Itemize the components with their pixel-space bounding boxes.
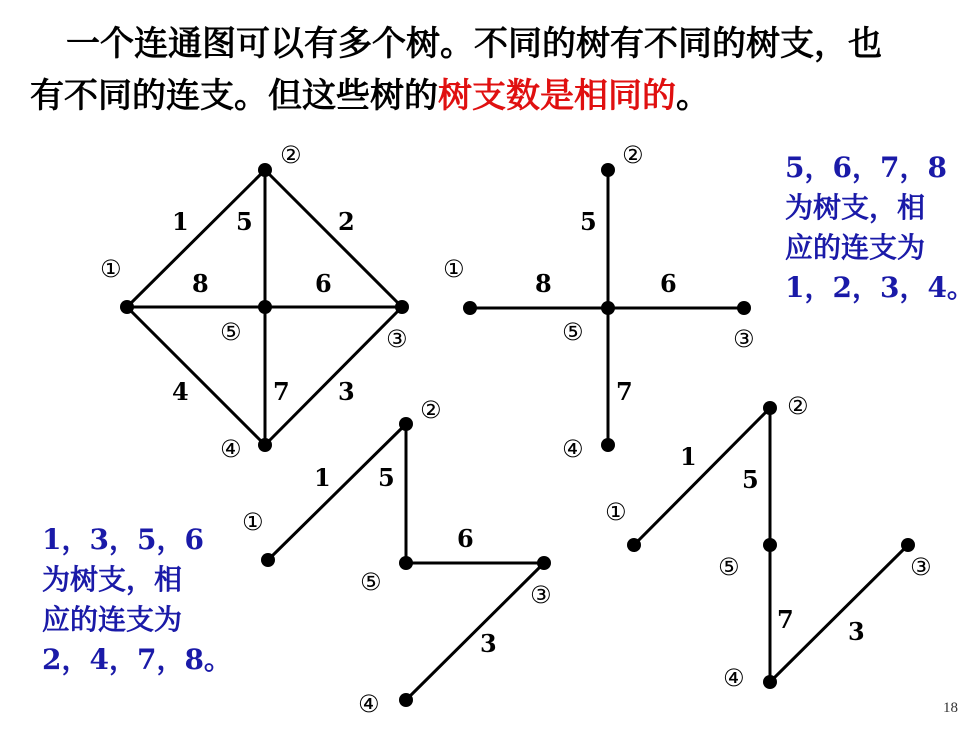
tree-a-label-5: 5 <box>580 207 597 236</box>
tree-c-label-7: 7 <box>777 605 794 634</box>
edge-3 <box>265 307 402 445</box>
tree-b-node-label-1: ① <box>242 508 264 536</box>
title-highlight: 树支数是相同的 <box>438 76 676 116</box>
tree-a-label-6: 6 <box>660 269 677 298</box>
tree-a-label-7: 7 <box>616 377 633 406</box>
tree-a-node-2 <box>601 163 615 177</box>
tree-c-node-label-5: ⑤ <box>718 553 740 581</box>
tree-b-label-6: 6 <box>457 524 474 553</box>
note-bl-line-4: 2，4，7，8。 <box>42 643 232 676</box>
page-number: 18 <box>943 700 958 716</box>
tree-a-node-1 <box>463 301 477 315</box>
edge-label-2: 2 <box>338 207 355 236</box>
tree-b-node-label-2: ② <box>420 396 442 424</box>
node-2 <box>258 163 272 177</box>
title-line-2-prefix: 有不同的连支。但这些树的 <box>30 76 438 116</box>
tree-c-node-3 <box>901 538 915 552</box>
edge-label-8: 8 <box>192 269 209 298</box>
note-tr-line-1: 5，6，7，8 <box>785 151 947 184</box>
node-5 <box>258 300 272 314</box>
note-tr-line-3: 应的连支为 <box>785 231 926 264</box>
tree-a-node-label-1: ① <box>443 255 465 283</box>
tree-a-node-label-5: ⑤ <box>562 318 584 346</box>
edge-label-7: 7 <box>273 377 290 406</box>
tree-b-node-3 <box>537 556 551 570</box>
tree-a-node-label-2: ② <box>622 141 644 169</box>
node-3 <box>395 300 409 314</box>
note-bl-line-1: 1，3，5，6 <box>42 523 204 556</box>
edge-label-3: 3 <box>338 377 355 406</box>
tree-b-node-4 <box>399 693 413 707</box>
edge-2 <box>265 170 402 307</box>
edge-label-1: 1 <box>172 207 189 236</box>
title-line-1: 一个连通图可以有多个树。不同的树有不同的树支，也 <box>66 24 882 64</box>
edge-label-5: 5 <box>236 207 253 236</box>
tree-c-label-1: 1 <box>680 442 697 471</box>
tree-c-node-5 <box>763 538 777 552</box>
tree-c-node-label-3: ③ <box>910 553 932 581</box>
tree-5678 <box>443 141 755 463</box>
tree-b-node-1 <box>261 553 275 567</box>
title-line-2-suffix: 。 <box>676 76 710 116</box>
tree-1357 <box>605 392 932 692</box>
tree-c-node-label-1: ① <box>605 498 627 526</box>
tree-b-edge-3 <box>406 563 544 700</box>
tree-b-node-label-4: ④ <box>358 690 380 718</box>
node-label-5: ⑤ <box>220 318 242 346</box>
tree-b-label-1: 1 <box>314 463 331 492</box>
tree-c-node-1 <box>627 538 641 552</box>
tree-a-node-5 <box>601 301 615 315</box>
tree-b-node-5 <box>399 556 413 570</box>
note-tr-line-4: 1，2，3，4。 <box>785 271 975 304</box>
tree-c-label-5: 5 <box>742 465 759 494</box>
node-label-2: ② <box>280 141 302 169</box>
tree-c-node-label-2: ② <box>787 392 809 420</box>
tree-c-label-3: 3 <box>848 617 865 646</box>
tree-b-label-3: 3 <box>480 629 497 658</box>
tree-b-node-label-5: ⑤ <box>360 568 382 596</box>
tree-a-node-4 <box>601 438 615 452</box>
tree-b-node-2 <box>399 417 413 431</box>
tree-1356 <box>242 396 552 718</box>
tree-b-node-label-3: ③ <box>530 581 552 609</box>
node-4 <box>258 438 272 452</box>
note-tr-line-2: 为树支，相 <box>785 191 926 224</box>
edge-label-6: 6 <box>315 269 332 298</box>
edge-4 <box>127 307 265 445</box>
tree-c-node-label-4: ④ <box>723 664 745 692</box>
tree-a-node-label-3: ③ <box>733 325 755 353</box>
full-graph <box>100 141 409 463</box>
edge-label-4: 4 <box>172 377 189 406</box>
tree-a-label-8: 8 <box>535 269 552 298</box>
node-label-1: ① <box>100 255 122 283</box>
note-bl-line-2: 为树支，相 <box>42 563 183 596</box>
tree-b-edge-1 <box>268 424 406 560</box>
note-bl-line-3: 应的连支为 <box>42 603 183 636</box>
tree-c-node-2 <box>763 401 777 415</box>
node-label-3: ③ <box>386 325 408 353</box>
tree-c-node-4 <box>763 675 777 689</box>
tree-b-label-5: 5 <box>378 463 395 492</box>
tree-a-node-3 <box>737 301 751 315</box>
node-label-4: ④ <box>220 435 242 463</box>
tree-a-node-label-4: ④ <box>562 435 584 463</box>
node-1 <box>120 300 134 314</box>
